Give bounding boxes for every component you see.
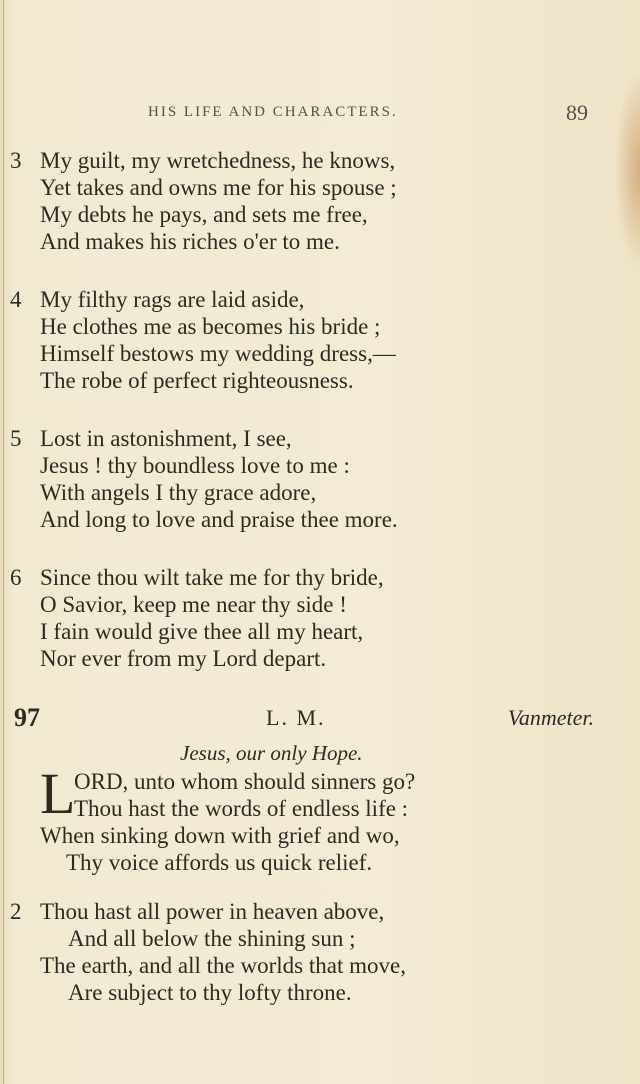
- page-header: [148, 100, 588, 128]
- verse-line: My filthy rags are laid aside,: [40, 287, 305, 312]
- verse-line: He clothes me as becomes his bride ;: [40, 314, 381, 339]
- verse-line: ORD, unto whom should sinners go?: [74, 769, 416, 794]
- hymn-meter: L. M.: [266, 705, 326, 730]
- verse-line: Since thou wilt take me for thy bride,: [40, 565, 384, 590]
- stanza-number: 5: [10, 426, 22, 451]
- hymn-header: [14, 703, 594, 733]
- verse-line: Jesus ! thy boundless love to me :: [40, 453, 350, 478]
- verse-line: Nor ever from my Lord depart.: [40, 646, 327, 671]
- verse-line: And all below the shining sun ;: [68, 926, 356, 951]
- stanza-number: 4: [10, 287, 22, 312]
- page-edge: [3, 0, 4, 1084]
- verse-line: When sinking down with grief and wo,: [40, 823, 400, 848]
- running-title: HIS LIFE AND CHARACTERS.: [148, 104, 398, 120]
- hymn-tune: Vanmeter.: [507, 705, 594, 730]
- verse-line: My guilt, my wretchedness, he knows,: [40, 148, 396, 173]
- page-number: 89: [566, 100, 588, 125]
- verse-line: Thou hast the words of endless life :: [74, 796, 409, 821]
- verse-line: Are subject to thy lofty throne.: [68, 980, 352, 1005]
- verse-line: O Savior, keep me near thy side !: [40, 592, 347, 617]
- page-stain: [614, 70, 640, 270]
- verse-line: Himself bestows my wedding dress,—: [40, 341, 396, 366]
- stanza-number: 6: [10, 565, 22, 590]
- hymn-subtitle: Jesus, our only Hope.: [180, 741, 363, 765]
- verse-line: Thy voice affords us quick relief.: [66, 850, 373, 875]
- verse-line: My debts he pays, and sets me free,: [40, 202, 368, 227]
- verse-line: And long to love and praise thee more.: [40, 507, 398, 532]
- verse-line: The robe of perfect righteousness.: [40, 368, 354, 393]
- verse-line: The earth, and all the worlds that move,: [40, 953, 406, 978]
- hymn-number: 97: [14, 703, 40, 732]
- verse-line: Lost in astonishment, I see,: [40, 426, 292, 451]
- verse-line: With angels I thy grace adore,: [40, 480, 317, 505]
- stanza-number: 3: [10, 148, 22, 173]
- verse-line: And makes his riches o'er to me.: [40, 229, 340, 254]
- stanza-number: 2: [10, 899, 22, 924]
- verse-line: Thou hast all power in heaven above,: [40, 899, 385, 924]
- verse-line: Yet takes and owns me for his spouse ;: [40, 175, 397, 200]
- drop-cap: L: [40, 761, 76, 826]
- verse-line: I fain would give thee all my heart,: [40, 619, 364, 644]
